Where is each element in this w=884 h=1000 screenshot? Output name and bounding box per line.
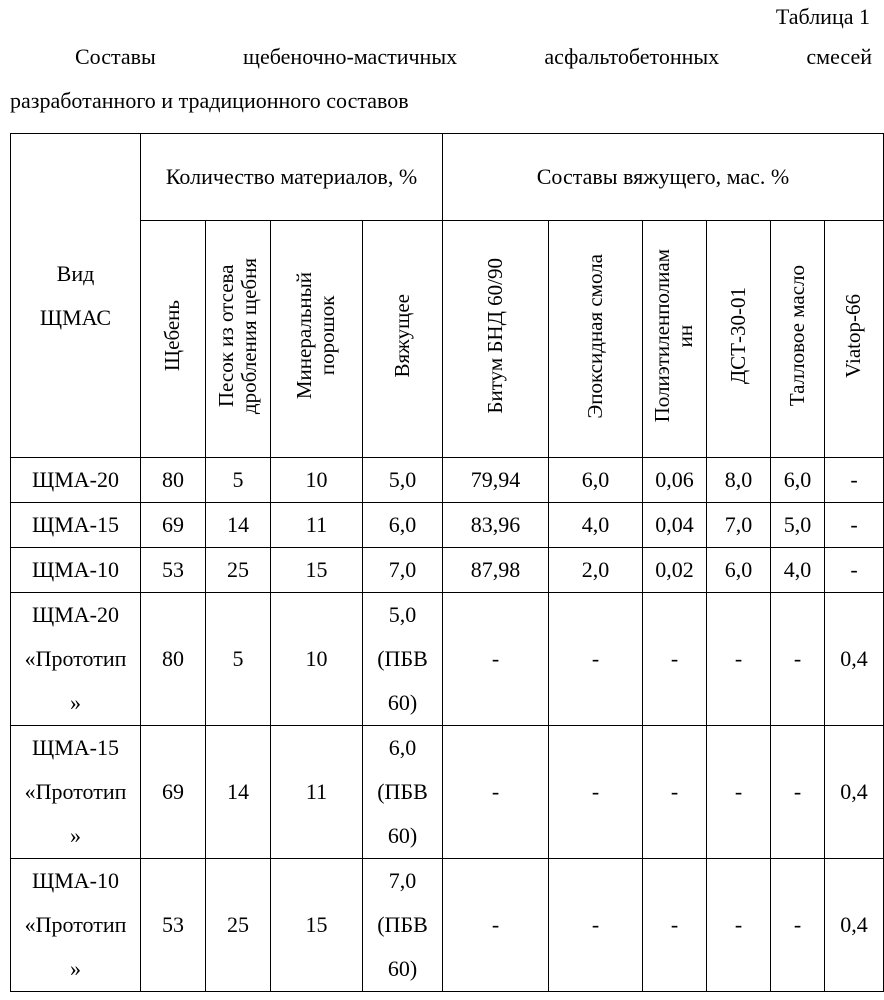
table-cell: 25 bbox=[206, 859, 271, 992]
table-cell: 5 bbox=[206, 593, 271, 726]
table-cell: 0,04 bbox=[643, 503, 707, 548]
table-cell: - bbox=[643, 859, 707, 992]
table-cell: 6,0 bbox=[707, 548, 771, 593]
table-cell: 14 bbox=[206, 503, 271, 548]
table-cell: 7,0 (ПБВ 60) bbox=[363, 859, 443, 992]
row-label: ЩМА-20 bbox=[11, 458, 141, 503]
table-cell: 5,0 bbox=[363, 458, 443, 503]
table-cell: - bbox=[707, 593, 771, 726]
table-cell: 5,0 (ПБВ 60) bbox=[363, 593, 443, 726]
table-cell: 10 bbox=[271, 458, 363, 503]
table-cell: - bbox=[443, 859, 549, 992]
row-label: ЩМА-10 «Прототип » bbox=[11, 859, 141, 992]
table-cell: - bbox=[707, 726, 771, 859]
column-header-label: Минеральный порошок bbox=[292, 272, 340, 400]
table-row bbox=[11, 458, 884, 503]
table-cell: 0,4 bbox=[825, 859, 884, 992]
column-header bbox=[271, 221, 363, 458]
column-header-label: Песок из отсева дробления щебня bbox=[213, 257, 261, 415]
table-cell: 4,0 bbox=[771, 548, 825, 593]
table-cell: 7,0 bbox=[363, 548, 443, 593]
table-cell: 11 bbox=[271, 726, 363, 859]
table-cell: 0,4 bbox=[825, 726, 884, 859]
table-title-line-1: Составы щебеночно-мастичных асфальтобетонных смесей bbox=[75, 44, 872, 69]
header-corner bbox=[11, 134, 141, 458]
column-header-label: ДСТ-30-01 bbox=[725, 287, 750, 385]
table-cell: - bbox=[707, 859, 771, 992]
column-header bbox=[643, 221, 707, 458]
column-header-label: Эпоксидная смола bbox=[582, 253, 607, 419]
column-header bbox=[443, 221, 549, 458]
table-cell: 69 bbox=[141, 503, 206, 548]
table-row bbox=[11, 726, 884, 859]
table-cell: 7,0 bbox=[707, 503, 771, 548]
table-cell: 0,02 bbox=[643, 548, 707, 593]
table-cell: - bbox=[771, 859, 825, 992]
table-cell: 14 bbox=[206, 726, 271, 859]
table-cell: 53 bbox=[141, 548, 206, 593]
row-label: ЩМА-15 bbox=[11, 503, 141, 548]
column-header bbox=[206, 221, 271, 458]
table-cell: 25 bbox=[206, 548, 271, 593]
column-header-label: Вяжущее bbox=[389, 294, 414, 378]
table-cell: 80 bbox=[141, 593, 206, 726]
column-header bbox=[363, 221, 443, 458]
composition-table bbox=[10, 133, 884, 992]
table-cell: 11 bbox=[271, 503, 363, 548]
table-cell: - bbox=[643, 726, 707, 859]
table-row bbox=[11, 859, 884, 992]
table-cell: 6,0 bbox=[549, 458, 643, 503]
table-cell: 69 bbox=[141, 726, 206, 859]
column-header bbox=[549, 221, 643, 458]
column-header-label: Щебень bbox=[160, 300, 185, 372]
column-header-label: Полиэтиленполиам ин bbox=[650, 249, 698, 423]
table-cell: 5 bbox=[206, 458, 271, 503]
table-row bbox=[11, 503, 884, 548]
row-label: ЩМА-20 «Прототип » bbox=[11, 593, 141, 726]
table-cell: 15 bbox=[271, 859, 363, 992]
table-cell: - bbox=[549, 859, 643, 992]
column-header bbox=[825, 221, 884, 458]
table-cell: 6,0 (ПБВ 60) bbox=[363, 726, 443, 859]
table-cell: 6,0 bbox=[363, 503, 443, 548]
table-row bbox=[11, 548, 884, 593]
table-cell: - bbox=[825, 503, 884, 548]
table-cell: - bbox=[825, 458, 884, 503]
table-cell: - bbox=[549, 593, 643, 726]
table-cell: - bbox=[549, 726, 643, 859]
row-label: ЩМА-10 bbox=[11, 548, 141, 593]
table-cell: 6,0 bbox=[771, 458, 825, 503]
header-corner-line-2: ЩМАС bbox=[39, 304, 112, 330]
table-cell: 80 bbox=[141, 458, 206, 503]
table-cell: 5,0 bbox=[771, 503, 825, 548]
table-cell: 8,0 bbox=[707, 458, 771, 503]
table-cell: 87,98 bbox=[443, 548, 549, 593]
table-cell: 15 bbox=[271, 548, 363, 593]
header-corner-line-1: Вид bbox=[56, 260, 95, 286]
row-label: ЩМА-15 «Прототип » bbox=[11, 726, 141, 859]
column-header-label: Талловое масло bbox=[784, 265, 809, 407]
table-cell: - bbox=[443, 726, 549, 859]
table-cell: - bbox=[825, 548, 884, 593]
column-header bbox=[141, 221, 206, 458]
table-title-line-2: разработанного и традиционного составов bbox=[10, 88, 409, 113]
table-cell: - bbox=[771, 593, 825, 726]
column-header bbox=[771, 221, 825, 458]
table-cell: 2,0 bbox=[549, 548, 643, 593]
group-header-materials: Количество материалов, % bbox=[141, 134, 443, 221]
table-cell: 10 bbox=[271, 593, 363, 726]
group-header-binder: Составы вяжущего, мас. % bbox=[443, 134, 884, 221]
table-row bbox=[11, 593, 884, 726]
table-cell: - bbox=[771, 726, 825, 859]
column-header-label: Битум БНД 60/90 bbox=[482, 258, 507, 414]
table-cell: 0,4 bbox=[825, 593, 884, 726]
table-cell: - bbox=[643, 593, 707, 726]
table-caption: Таблица 1 bbox=[775, 4, 870, 29]
table-cell: 0,06 bbox=[643, 458, 707, 503]
table-cell: - bbox=[443, 593, 549, 726]
table-cell: 53 bbox=[141, 859, 206, 992]
table-cell: 4,0 bbox=[549, 503, 643, 548]
table-cell: 83,96 bbox=[443, 503, 549, 548]
column-header bbox=[707, 221, 771, 458]
column-header-label: Viatop-66 bbox=[841, 294, 866, 378]
table-cell: 79,94 bbox=[443, 458, 549, 503]
